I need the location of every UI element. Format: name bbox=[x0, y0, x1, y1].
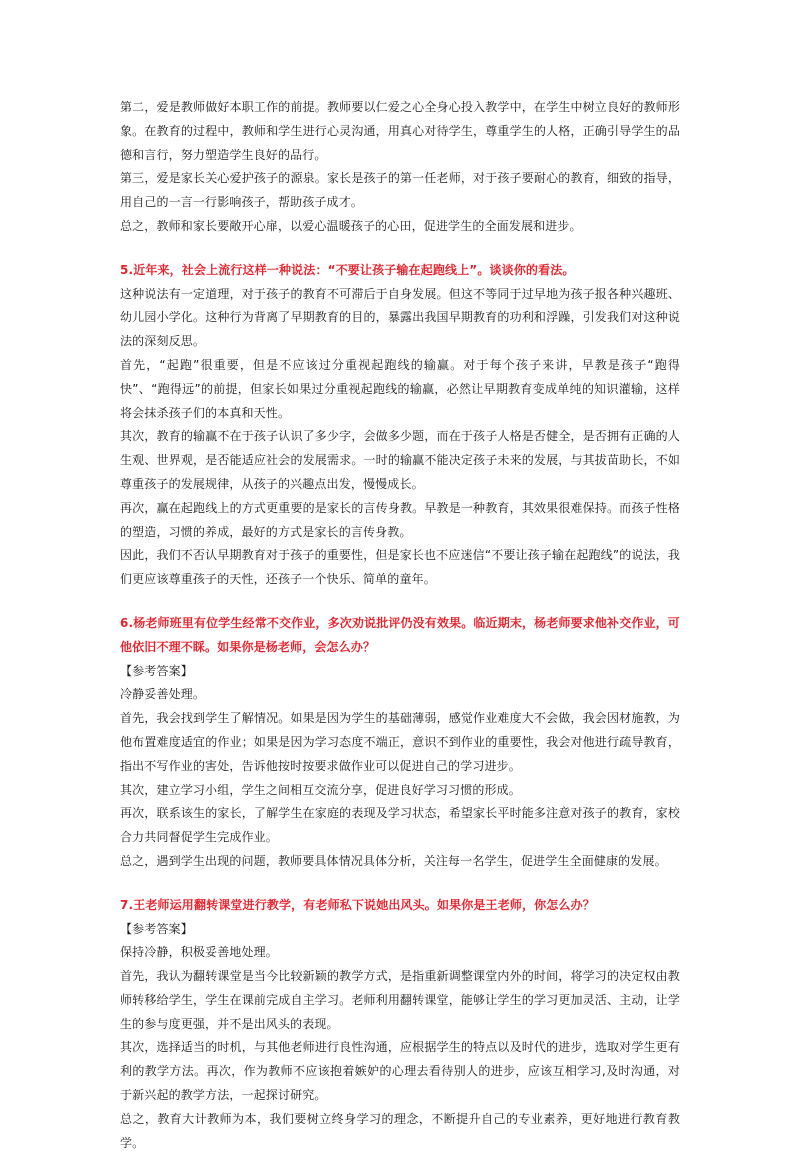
paragraph: 保持冷静，积极妥善地处理。 bbox=[120, 945, 278, 960]
section-intro bbox=[120, 96, 680, 239]
document-page bbox=[120, 96, 680, 1155]
spacer bbox=[120, 592, 680, 612]
question-7-section bbox=[120, 894, 680, 1155]
paragraph: 因此，我们不否认早期教育对于孩子的重要性，但是家长也不应迷信“不要让孩子输在起跑线”的说法，我们更应该尊重孩子的天性，还孩子一个快乐、简单的童年。 bbox=[120, 548, 680, 587]
spacer bbox=[120, 874, 680, 894]
paragraph: 第二，爱是教师做好本职工作的前提。教师要以仁爱之心全身心投入教学中，在学生中树立良好的教师形象。在教育的过程中，教师和学生进行心灵沟通，用真心对待学生，尊重学生的人格，正确引导学生的品德和言行，努力塑造学生良好的品行。 bbox=[120, 100, 680, 162]
answer-label: 【参考答案】 bbox=[120, 921, 193, 936]
question-5-section bbox=[120, 259, 680, 592]
paragraph: 其次，选择适当的时机，与其他老师进行良性沟通，应根据学生的特点以及时代的进步，选取对学生更有利的教学方法。再次，作为教师不应该抱着嫉妒的心理去看待别人的进步，应该互相学习,及时沟通，对于新兴起的教学方法，一起探讨研究。 bbox=[120, 1040, 680, 1103]
paragraph: 第三，爱是家长关心爱护孩子的源泉。家长是孩子的第一任老师，对于孩子要耐心的教育，细致的指导，用自己的一言一行影响孩子，帮助孩子成才。 bbox=[120, 171, 680, 210]
paragraph: 再次，赢在起跑线上的方式更重要的是家长的言传身教。早教是一种教育，其效果很难保持。而孩子性格的塑造，习惯的养成，最好的方式是家长的言传身教。 bbox=[120, 500, 680, 539]
paragraph: 首先，“起跑”很重要，但是不应该过分重视起跑线的输赢。对于每个孩子来讲，早教是孩子“跑得快”、“跑得远”的前提，但家长如果过分重视起跑线的输赢，必然让早期教育变成单纯的知识灌输，这样将会抹杀孩子们的本真和天性。 bbox=[120, 357, 680, 420]
paragraph: 首先，我认为翻转课堂是当今比较新颖的教学方式，是指重新调整课堂内外的时间，将学习的决定权由教师转移给学生，学生在课前完成自主学习。老师利用翻转课堂，能够让学生的学习更加灵活、主动，让学生的参与度更强，并不是出风头的表现。 bbox=[120, 969, 680, 1031]
paragraph: 其次，建立学习小组，学生之间相互交流分享，促进良好学习习惯的形成。 bbox=[120, 782, 521, 797]
paragraph: 这种说法有一定道理，对于孩子的教育不可滞后于自身发展。但这不等同于过早地为孩子报各种兴趣班、幼儿园小学化。这种行为背离了早期教育的目的，暴露出我国早期教育的功利和浮躁，引发我们对这种说法的深刻反思。 bbox=[120, 286, 680, 349]
paragraph: 总之，教师和家长要敞开心扉，以爱心温暖孩子的心田，促进学生的全面发展和进步。 bbox=[120, 218, 582, 233]
question-5-title: 5.近年来，社会上流行这样一种说法：“不要让孩子输在起跑线上”。谈谈你的看法。 bbox=[120, 262, 575, 277]
paragraph: 其次，教育的输赢不在于孩子认识了多少字，会做多少题，而在于孩子人格是否健全，是否拥有正确的人生观、世界观，是否能适应社会的发展需求。一时的输赢不能决定孩子未来的发展，与其拔苗助长，不如尊重孩子的发展规律，从孩子的兴趣点出发，慢慢成长。 bbox=[120, 429, 680, 491]
paragraph: 首先，我会找到学生了解情况。如果是因为学生的基础薄弱，感觉作业难度大不会做，我会因材施教，为他布置难度适宜的作业；如果是因为学习态度不端正，意识不到作业的重要性，我会对他进行疏导教育，指出不写作业的害处，告诉他按时按要求做作业可以促进自己的学习进步。 bbox=[120, 711, 680, 773]
paragraph: 总之，遇到学生出现的问题，教师要具体情况具体分析，关注每一名学生，促进学生全面健康的发展。 bbox=[120, 853, 667, 868]
answer-label: 【参考答案】 bbox=[120, 663, 193, 678]
paragraph: 总之，教育大计教师为本，我们要树立终身学习的理念，不断提升自己的专业素养，更好地进行教育教学。 bbox=[120, 1111, 680, 1150]
question-6-section bbox=[120, 612, 680, 874]
spacer bbox=[120, 239, 680, 259]
question-7-title: 7.王老师运用翻转课堂进行教学，有老师私下说她出风头。如果你是王老师，你怎么办？ bbox=[120, 897, 595, 912]
question-6-title: 6.杨老师班里有位学生经常不交作业，多次劝说批评仍没有效果。临近期末，杨老师要求他补交作业，可他依旧不理不睬。如果你是杨老师，会怎么办？ bbox=[120, 615, 680, 654]
paragraph: 冷静妥善处理。 bbox=[120, 687, 206, 702]
paragraph: 再次，联系该生的家长，了解学生在家庭的表现及学习状态，希望家长平时能多注意对孩子的教育，家校合力共同督促学生完成作业。 bbox=[120, 806, 680, 845]
